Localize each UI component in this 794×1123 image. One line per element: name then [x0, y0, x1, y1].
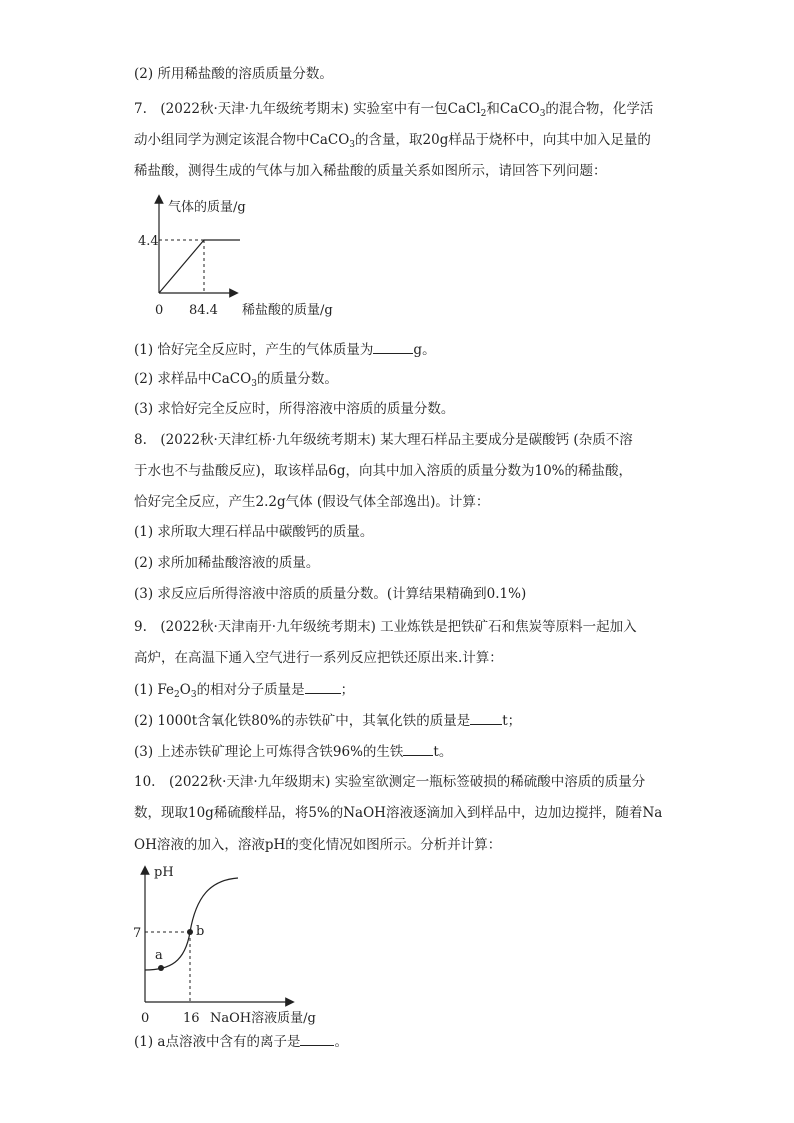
- q6-part2: (2) 所用稀盐酸的溶质质量分数。: [134, 66, 333, 82]
- answer-blank[interactable]: [305, 680, 341, 694]
- q8-part3: (3) 求反应后所得溶液中溶质的质量分数。(计算结果精确到0.1%): [134, 586, 527, 602]
- q7-text-c: 的混合物，化学活: [545, 101, 654, 117]
- q7-line2-b: 的含量，取20g样品于烧杯中，向其中加入足量的: [355, 132, 651, 148]
- q9-part2: [134, 711, 521, 730]
- q7-part3: (3) 求恰好完全反应时，所得溶液中溶质的质量分数。: [134, 401, 455, 417]
- q10-part1-a: (1) a点溶液中含有的离子是: [134, 1034, 301, 1050]
- q8-line2: 于水也不与盐酸反应)，取该样品6g，向其中加入溶质的质量分数为10%的稀盐酸，: [134, 463, 633, 479]
- answer-blank[interactable]: [470, 711, 502, 725]
- q9-part1-b: O: [179, 682, 191, 698]
- q7-line2-a: 动小组同学为测定该混合物中CaCO: [134, 132, 350, 148]
- q7-part1: [134, 340, 436, 359]
- point-a-label: a: [155, 948, 163, 963]
- answer-blank[interactable]: [403, 742, 433, 756]
- q10-line2: 数，现取10g稀硫酸样品，将5%的NaOH溶液逐滴加入到样品中，边加边搅拌，随着Na: [134, 805, 663, 821]
- answer-blank[interactable]: [300, 1032, 334, 1046]
- q10-heading: 10. (2022秋·天津·九年级期末) 实验室欲测定一瓶标签破损的稀硫酸中溶质的质量分: [134, 774, 646, 790]
- subscript: 3: [539, 109, 546, 119]
- q10-part1: [134, 1032, 348, 1051]
- answer-blank[interactable]: [373, 340, 413, 354]
- gas-mass-chart: [134, 193, 354, 323]
- subscript: 3: [349, 140, 356, 150]
- subscript: 3: [190, 690, 197, 700]
- x-tick-label: 84.4: [189, 303, 218, 318]
- subscript: 2: [480, 109, 487, 119]
- point-b-label: b: [196, 924, 205, 939]
- q7-heading: [134, 100, 653, 118]
- q9-part2-b: t；: [502, 713, 522, 729]
- q7-part1-b: g。: [413, 342, 436, 358]
- q9-part1: [134, 680, 354, 699]
- subscript: 3: [251, 379, 257, 389]
- origin-label: 0: [141, 1011, 150, 1026]
- q7-line3: 稀盐酸，测得生成的气体与加入稀盐酸的质量关系如图所示，请回答下列问题：: [134, 163, 607, 179]
- gas-series-line: [159, 240, 240, 293]
- ph-chart: [130, 862, 330, 1027]
- q10-line3: OH溶液的加入，溶液pH的变化情况如图所示。分析并计算：: [134, 837, 502, 853]
- q9-part1-a: (1) Fe: [134, 682, 175, 698]
- q8-part2: (2) 求所加稀盐酸溶液的质量。: [134, 555, 320, 571]
- y-axis-label: pH: [154, 865, 174, 880]
- q7-part2-a: (2) 求样品中CaCO: [134, 371, 252, 387]
- q8-part1: (1) 求所取大理石样品中碳酸钙的质量。: [134, 524, 374, 540]
- x-axis-label: 稀盐酸的质量/g: [242, 303, 333, 318]
- y-tick-label: 7: [133, 926, 142, 941]
- y-axis-label: 气体的质量/g: [168, 200, 246, 215]
- q7-text-b: 和CaCO: [486, 101, 540, 117]
- q7-text-a: 7. (2022秋·天津·九年级统考期末) 实验室中有一包CaCl: [134, 101, 481, 117]
- x-axis-label: NaOH溶液质量/g: [210, 1011, 316, 1026]
- point-b: [187, 929, 193, 935]
- q9-part2-a: (2) 1000t含氧化铁80%的赤铁矿中，其氧化铁的质量是: [134, 713, 471, 729]
- subscript: 2: [174, 690, 180, 700]
- q9-heading: 9. (2022秋·天津南开·九年级统考期末) 工业炼铁是把铁矿石和焦炭等原料一起加入: [134, 619, 637, 635]
- origin-label: 0: [155, 303, 164, 318]
- q7-part1-a: (1) 恰好完全反应时，产生的气体质量为: [134, 342, 374, 358]
- q8-line3: 恰好完全反应，产生2.2g气体 (假设气体全部逸出)。计算：: [134, 494, 490, 510]
- q7-line2: [134, 131, 651, 149]
- q7-part2: [134, 370, 338, 388]
- q9-part3-b: t。: [433, 744, 453, 760]
- point-a: [158, 965, 164, 971]
- q8-heading: 8. (2022秋·天津红桥·九年级统考期末) 某大理石样品主要成分是碳酸钙 (杂质不溶: [134, 432, 633, 448]
- q7-part2-b: 的质量分数。: [256, 371, 338, 387]
- q10-part1-b: 。: [334, 1034, 348, 1050]
- q9-part3-a: (3) 上述赤铁矿理论上可炼得含铁96%的生铁: [134, 744, 404, 760]
- q9-part1-d: ；: [340, 682, 355, 698]
- q9-part1-c: 的相对分子质量是: [196, 682, 305, 698]
- x-tick-label: 16: [183, 1011, 200, 1026]
- q9-line2: 高炉，在高温下通入空气进行一系列反应把铁还原出来.计算：: [134, 650, 503, 666]
- y-tick-label: 4.4: [138, 234, 159, 249]
- q9-part3: [134, 742, 452, 761]
